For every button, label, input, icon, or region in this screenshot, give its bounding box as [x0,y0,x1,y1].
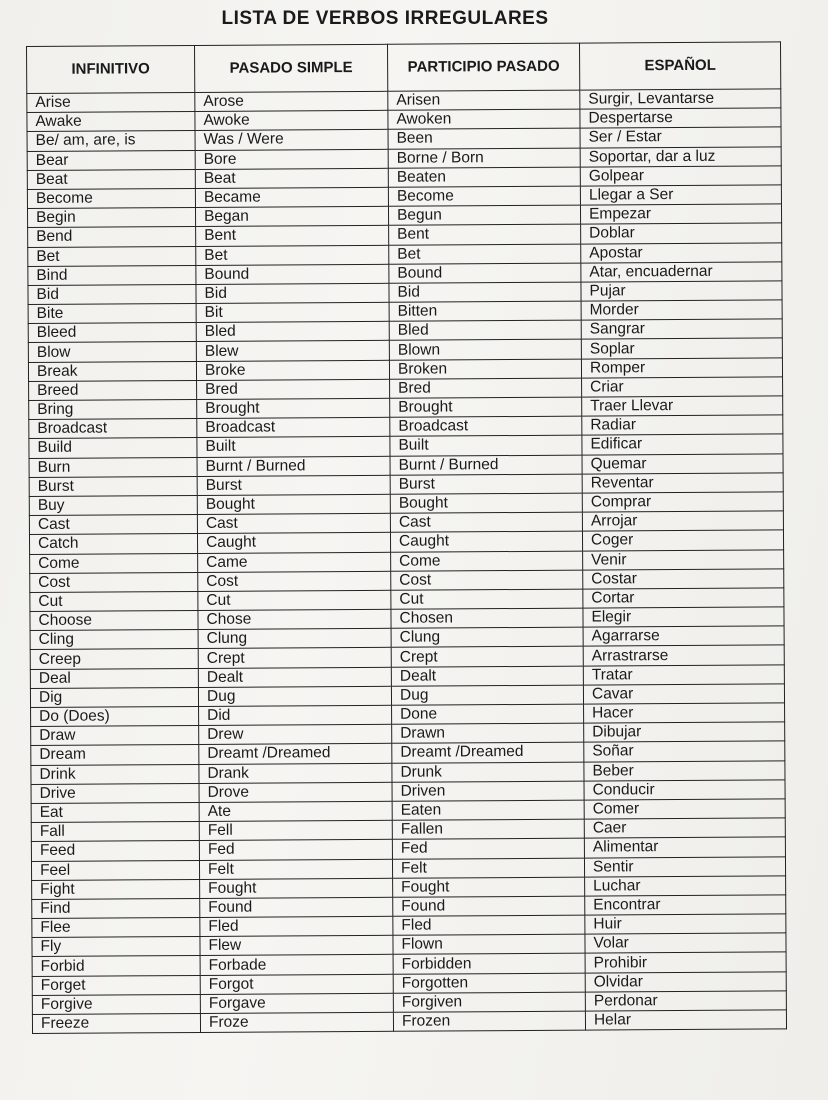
spanish-cell: Soplar [581,338,782,358]
past-participle-cell: Dreamt /Dreamed [392,742,584,762]
infinitive-cell: Choose [30,611,198,631]
past-participle-cell: Been [388,128,580,148]
irregular-verbs-table [26,41,787,1034]
past-participle-cell: Brought [390,397,582,417]
infinitive-cell: Bid [28,284,196,304]
infinitive-cell: Feel [31,860,199,880]
past-participle-cell: Bid [389,282,581,302]
infinitive-cell: Broadcast [29,419,197,439]
table-row [32,1010,786,1034]
infinitive-cell: Forgive [32,994,200,1014]
past-participle-cell: Fought [393,877,585,897]
spanish-cell: Beber [584,760,785,780]
past-participle-cell: Blown [389,340,581,360]
past-participle-cell: Bought [390,493,582,513]
past-participle-cell: Found [393,896,585,916]
infinitive-cell: Burst [29,476,197,496]
infinitive-cell: Bleed [28,323,196,343]
past-simple-cell: Awoke [195,110,388,130]
infinitive-cell: Be/ am, are, is [27,131,195,151]
past-simple-cell: Became [195,187,388,207]
past-simple-cell: Began [195,206,388,226]
infinitive-cell: Fall [31,822,199,842]
spanish-cell: Empezar [580,204,781,224]
spanish-cell: Sentir [584,856,785,876]
past-simple-cell: Drank [199,763,392,783]
header-infinitivo: INFINITIVO [27,45,195,93]
past-simple-cell: Was / Were [195,130,388,150]
past-participle-cell: Dug [391,685,583,705]
infinitive-cell: Beat [27,169,195,189]
past-participle-cell: Drunk [392,762,584,782]
page-title: LISTA DE VERBOS IRREGULARES [221,8,549,29]
spanish-cell: Volar [585,933,786,953]
past-participle-cell: Become [388,186,580,206]
past-simple-cell: Blew [196,341,389,361]
past-participle-cell: Broadcast [390,416,582,436]
infinitive-cell: Blow [28,342,196,362]
table-body [27,89,787,1034]
infinitive-cell: Begin [27,208,195,228]
past-participle-cell: Driven [392,781,584,801]
infinitive-cell: Bite [28,304,196,324]
infinitive-cell: Breed [29,380,197,400]
past-participle-cell: Begun [388,205,580,225]
past-simple-cell: Bet [196,245,389,265]
infinitive-cell: Dream [31,745,199,765]
spanish-cell: Traer Llevar [582,396,783,416]
past-simple-cell: Fled [200,916,393,936]
past-simple-cell: Fell [199,820,392,840]
past-simple-cell: Fought [200,878,393,898]
infinitive-cell: Bring [29,399,197,419]
past-simple-cell: Burst [197,475,390,495]
header-pasado-simple: PASADO SIMPLE [194,44,387,92]
past-simple-cell: Bred [197,379,390,399]
spanish-cell: Encontrar [585,895,786,915]
past-participle-cell: Dealt [391,666,583,686]
past-participle-cell: Bred [390,378,582,398]
past-simple-cell: Came [198,552,391,572]
spanish-cell: Surgir, Levantarse [580,89,781,109]
past-simple-cell: Felt [199,859,392,879]
spanish-cell: Atar, encuadernar [581,262,782,282]
spanish-cell: Sangrar [581,319,782,339]
infinitive-cell: Bear [27,150,195,170]
infinitive-cell: Cost [30,572,198,592]
past-simple-cell: Forgot [200,974,393,994]
past-simple-cell: Broadcast [197,417,390,437]
infinitive-cell: Burn [29,457,197,477]
past-participle-cell: Bitten [389,301,581,321]
past-simple-cell: Froze [200,1012,393,1032]
spanish-cell: Morder [581,300,782,320]
past-participle-cell: Forbidden [393,954,585,974]
past-simple-cell: Clung [198,629,391,649]
spanish-cell: Llegar a Ser [580,185,781,205]
infinitive-cell: Bet [28,246,196,266]
past-participle-cell: Bent [389,224,581,244]
spanish-cell: Costar [583,569,784,589]
past-simple-cell: Flew [200,936,393,956]
infinitive-cell: Draw [31,726,199,746]
infinitive-cell: Eat [31,802,199,822]
past-participle-cell: Caught [390,531,582,551]
infinitive-cell: Fight [32,879,200,899]
past-participle-cell: Come [391,551,583,571]
infinitive-cell: Deal [30,668,198,688]
spanish-cell: Doblar [581,223,782,243]
spanish-cell: Coger [582,530,783,550]
spanish-cell: Cortar [583,588,784,608]
past-participle-cell: Cast [390,512,582,532]
spanish-cell: Conducir [584,780,785,800]
infinitive-cell: Feed [31,841,199,861]
past-participle-cell: Arisen [388,90,580,110]
past-participle-cell: Built [390,435,582,455]
past-simple-cell: Bore [195,149,388,169]
spanish-cell: Romper [581,358,782,378]
spanish-cell: Alimentar [584,837,785,857]
spanish-cell: Arrojar [582,511,783,531]
spanish-cell: Olvidar [585,971,786,991]
past-simple-cell: Dreamt /Dreamed [199,744,392,764]
spanish-cell: Ser / Estar [580,127,781,147]
spanish-cell: Comprar [582,492,783,512]
spanish-cell: Helar [585,1010,786,1030]
past-simple-cell: Brought [197,398,390,418]
infinitive-cell: Build [29,438,197,458]
past-participle-cell: Fallen [392,819,584,839]
spanish-cell: Caer [584,818,785,838]
past-participle-cell: Burnt / Burned [390,455,582,475]
past-participle-cell: Flown [393,934,585,954]
spanish-cell: Elegir [583,607,784,627]
spanish-cell: Despertarse [580,108,781,128]
past-simple-cell: Arose [195,91,388,111]
past-simple-cell: Fed [199,840,392,860]
spanish-cell: Prohibir [585,952,786,972]
past-simple-cell: Crept [198,648,391,668]
spanish-cell: Agarrarse [583,626,784,646]
infinitive-cell: Become [27,188,195,208]
past-participle-cell: Eaten [392,800,584,820]
infinitive-cell: Cast [29,515,197,535]
past-simple-cell: Cost [198,571,391,591]
past-participle-cell: Broken [389,359,581,379]
past-participle-cell: Fed [392,838,584,858]
infinitive-cell: Fly [32,937,200,957]
infinitive-cell: Buy [29,495,197,515]
spanish-cell: Cavar [583,684,784,704]
infinitive-cell: Forbid [32,956,200,976]
past-simple-cell: Broke [196,360,389,380]
spanish-cell: Hacer [584,703,785,723]
past-simple-cell: Bit [196,302,389,322]
past-participle-cell: Awoken [388,109,580,129]
spanish-cell: Arrastrarse [583,645,784,665]
table-header-row [27,42,781,94]
past-participle-cell: Fled [393,915,585,935]
spanish-cell: Criar [582,377,783,397]
past-simple-cell: Did [199,705,392,725]
infinitive-cell: Bind [28,265,196,285]
past-participle-cell: Chosen [391,608,583,628]
spanish-cell: Tratar [583,665,784,685]
past-participle-cell: Clung [391,627,583,647]
spanish-cell: Luchar [585,876,786,896]
past-simple-cell: Forgave [200,993,393,1013]
past-participle-cell: Bound [389,263,581,283]
past-participle-cell: Borne / Born [388,148,580,168]
past-simple-cell: Cut [198,590,391,610]
spanish-cell: Perdonar [585,991,786,1011]
infinitive-cell: Dig [30,687,198,707]
past-participle-cell: Beaten [388,167,580,187]
past-participle-cell: Forgiven [393,992,585,1012]
past-participle-cell: Felt [392,858,584,878]
infinitive-cell: Awake [27,112,195,132]
infinitive-cell: Break [28,361,196,381]
infinitive-cell: Drive [31,783,199,803]
past-simple-cell: Burnt / Burned [197,456,390,476]
infinitive-cell: Creep [30,649,198,669]
infinitive-cell: Find [32,898,200,918]
infinitive-cell: Arise [27,92,195,112]
infinitive-cell: Cut [30,591,198,611]
past-participle-cell: Forgotten [393,973,585,993]
past-simple-cell: Drew [199,724,392,744]
infinitive-cell: Catch [29,534,197,554]
past-simple-cell: Beat [195,168,388,188]
infinitive-cell: Bend [28,227,196,247]
spanish-cell: Apostar [581,242,782,262]
spanish-cell: Reventar [582,473,783,493]
infinitive-cell: Come [30,553,198,573]
infinitive-cell: Forget [32,975,200,995]
past-participle-cell: Bled [389,320,581,340]
past-participle-cell: Frozen [393,1011,585,1031]
infinitive-cell: Cling [30,630,198,650]
past-simple-cell: Built [197,437,390,457]
infinitive-cell: Do (Does) [31,706,199,726]
spanish-cell: Soñar [584,741,785,761]
spanish-cell: Soportar, dar a luz [580,146,781,166]
past-participle-cell: Bet [389,244,581,264]
past-simple-cell: Dealt [198,667,391,687]
header-espanol: ESPAÑOL [579,42,780,90]
past-simple-cell: Chose [198,609,391,629]
spanish-cell: Venir [583,549,784,569]
past-participle-cell: Burst [390,474,582,494]
infinitive-cell: Flee [32,918,200,938]
past-simple-cell: Found [200,897,393,917]
header-participio-pasado: PARTICIPIO PASADO [387,43,579,91]
infinitive-cell: Drink [31,764,199,784]
spanish-cell: Edificar [582,434,783,454]
past-simple-cell: Cast [197,513,390,533]
spanish-cell: Pujar [581,281,782,301]
past-simple-cell: Bent [196,226,389,246]
past-participle-cell: Drawn [392,723,584,743]
past-simple-cell: Ate [199,801,392,821]
past-participle-cell: Cut [391,589,583,609]
infinitive-cell: Freeze [32,1013,200,1033]
past-simple-cell: Bought [197,494,390,514]
spanish-cell: Dibujar [584,722,785,742]
spanish-cell: Comer [584,799,785,819]
spanish-cell: Huir [585,914,786,934]
past-simple-cell: Forbade [200,955,393,975]
past-simple-cell: Drove [199,782,392,802]
past-participle-cell: Crept [391,647,583,667]
past-participle-cell: Cost [391,570,583,590]
past-simple-cell: Bid [196,283,389,303]
past-participle-cell: Done [392,704,584,724]
past-simple-cell: Caught [197,533,390,553]
past-simple-cell: Bled [196,322,389,342]
past-simple-cell: Bound [196,264,389,284]
spanish-cell: Golpear [580,166,781,186]
spanish-cell: Radiar [582,415,783,435]
spanish-cell: Quemar [582,453,783,473]
past-simple-cell: Dug [198,686,391,706]
